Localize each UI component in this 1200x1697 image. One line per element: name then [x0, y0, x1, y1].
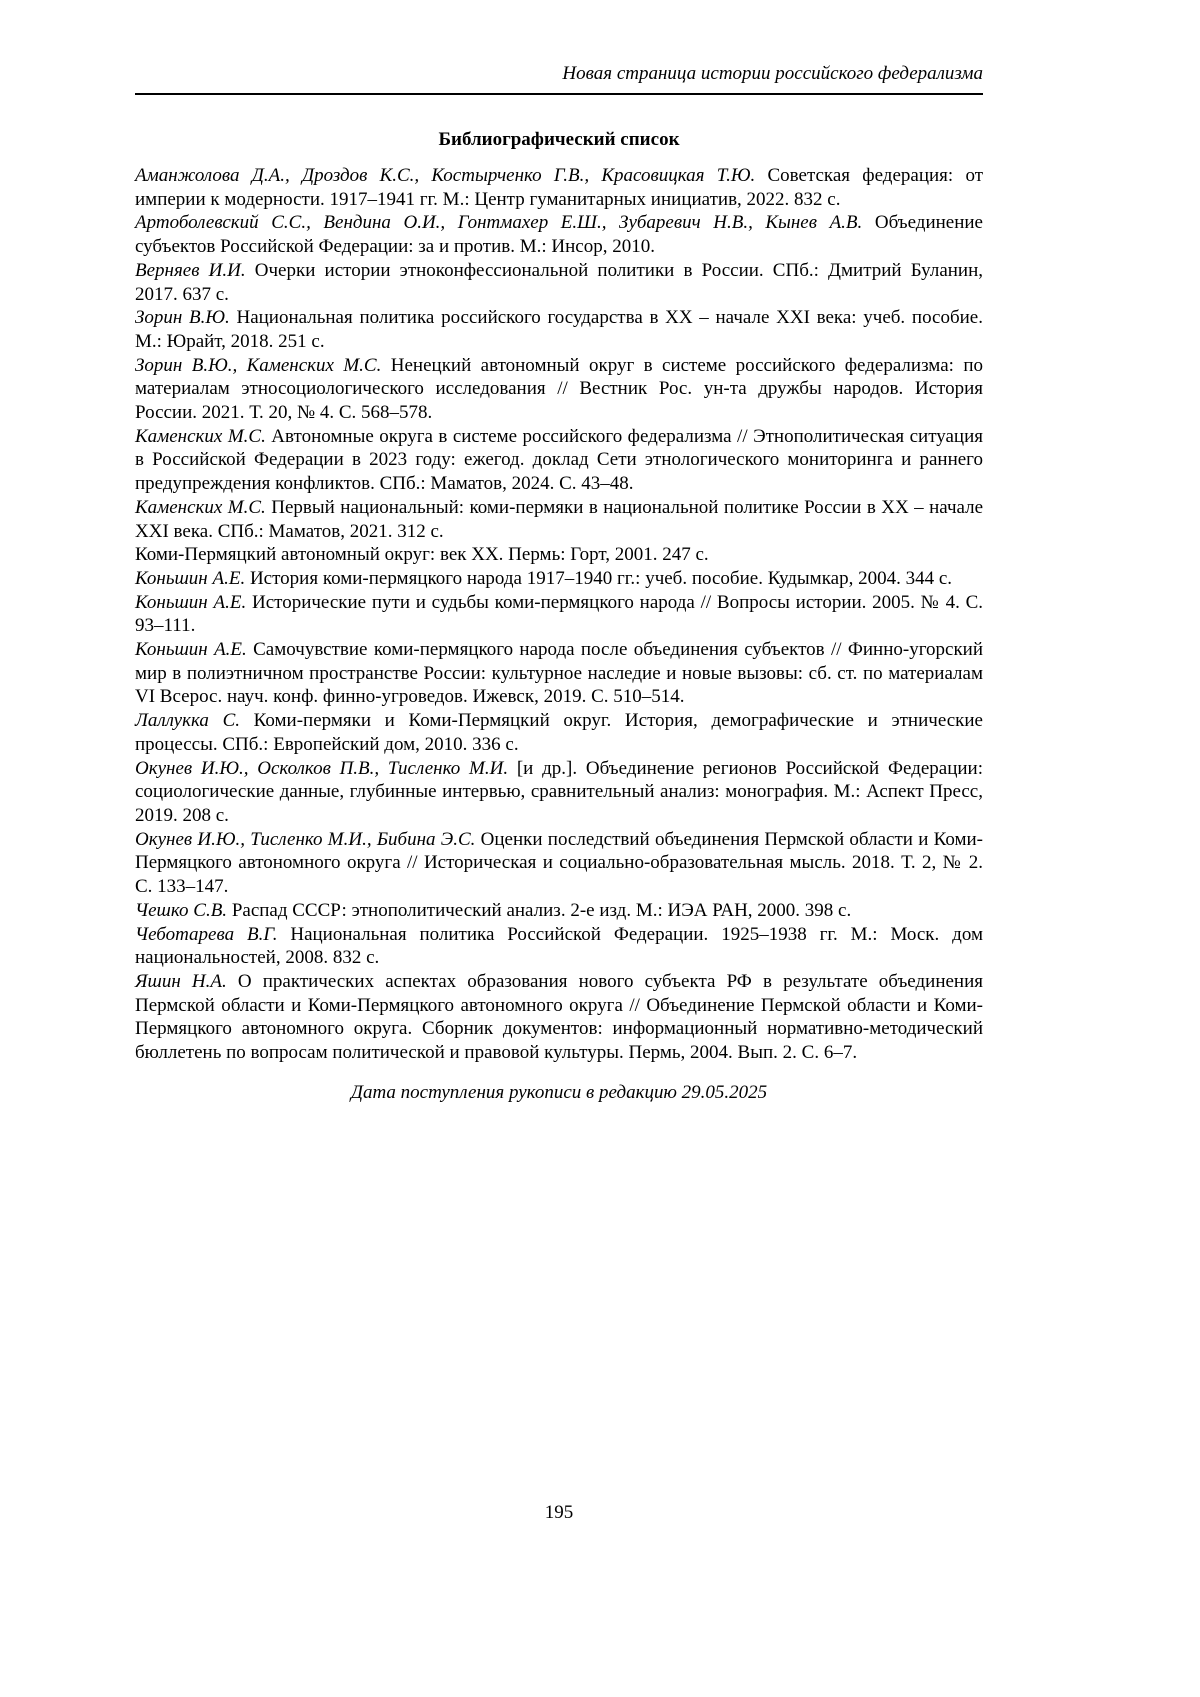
bibliography-entry: [135, 425, 983, 496]
bibliography-entry: [135, 828, 983, 899]
entry-text: Ненецкий автономный округ в системе российского федерализма: по материалам этносоциологического исследования // Вестник Рос. ун-та дружбы народов. История России. 2021. Т. 20, № 4. С. 568–578.: [135, 354, 983, 424]
entry-authors: Каменских М.С.: [135, 425, 266, 447]
entry-text: Самочувствие коми-пермяцкого народа после объединения субъектов // Финно-угорский мир в полиэтничном пространстве России: культурное наследие и новые вызовы: сб. ст. по материалам VI Всерос. науч. конф. финно-угроведов. Ижевск, 2019. С. 510–514.: [135, 639, 984, 708]
entry-text: Советская федерация: от империи к модерности. 1917–1941 гг. М.: Центр гуманитарных инициатив, 2022. 832 с.: [135, 165, 984, 210]
entry-text: Первый национальный: коми-пермяки в национальной политике России в XX – начале XXI века. СПб.: Маматов, 2021. 312 с.: [135, 496, 984, 542]
section-title: Библиографический список: [438, 129, 680, 150]
entry-authors: Чеботарева В.Г.: [135, 923, 278, 945]
bibliography-entry: [135, 970, 983, 1065]
entry-text: Исторические пути и судьбы коми-пермяцкого народа // Вопросы истории. 2005. № 4. С. 93–111.: [135, 591, 984, 637]
entry-text: Национальная политика Российской Федерации. 1925–1938 гг. М.: Моск. дом национальностей, 2008. 832 с.: [135, 923, 984, 969]
entry-authors: Окунев И.Ю., Тисленко М.И., Бибина Э.С.: [135, 828, 476, 850]
entry-authors: Лаллукка С.: [135, 710, 240, 732]
bibliography-entry: [135, 923, 983, 970]
entry-text: Автономные округа в системе российского федерализма // Этнополитическая ситуация в Российской Федерации в 2023 году: ежегод. доклад Сети этнологического мониторинга и раннего предупреждения конфликтов. СПб.: Маматов, 2024. С. 43–48.: [135, 425, 984, 495]
bibliography-entry: [135, 757, 983, 828]
entry-text: Коми-Пермяцкий автономный округ: век XX. Пермь: Горт, 2001. 247 с.: [135, 544, 709, 566]
bibliography-entry: [135, 496, 983, 543]
running-head: Новая страница истории российского федерализма: [135, 62, 983, 95]
entry-authors: Зорин В.Ю.: [135, 307, 230, 329]
date-note: Дата поступления рукописи в редакцию 29.05.2025: [350, 1081, 768, 1103]
bibliography-entry: [135, 638, 983, 709]
entry-authors: Зорин В.Ю., Каменских М.С.: [135, 354, 382, 376]
entry-text: О практических аспектах образования нового субъекта РФ в результате объединения Пермской области и Коми-Пермяцкого автономного округа // Объединение Пермской области и Коми-Пермяцкого автономного округа. Сборник документов: информационный нормативно-методический бюллетень по вопросам политической и правовой культуры. Пермь, 2004. Вып. 2. С. 6–7.: [135, 970, 983, 1064]
entry-authors: Каменских М.С.: [135, 496, 266, 518]
bibliography-entry: [135, 164, 983, 211]
entry-authors: Артоболевский С.С., Вендина О.И., Гонтмахер Е.Ш., Зубаревич Н.В., Кынев А.В.: [135, 212, 863, 234]
entry-text: Распад СССР: этнополитический анализ. 2-е изд. М.: ИЭА РАН, 2000. 398 с.: [231, 899, 852, 921]
bibliography-entry: [135, 259, 983, 306]
entry-authors: Аманжолова Д.А., Дроздов К.С., Костырченко Г.В., Красовицкая Т.Ю.: [135, 165, 756, 186]
entry-text: Оценки последствий объединения Пермской области и Коми-Пермяцкого автономного округа // Историческая и социально-образовательная мысль. 2018. Т. 2, № 2. С. 133–147.: [135, 828, 983, 898]
bibliography-entry: [135, 567, 983, 591]
entry-text: Коми-пермяки и Коми-Пермяцкий округ. История, демографические и этнические процессы. СПб.: Европейский дом, 2010. 336 с.: [135, 710, 983, 755]
bibliography-entry: [135, 354, 983, 425]
bibliography-entry: [135, 543, 983, 567]
entry-authors: Верняев И.И.: [135, 259, 246, 281]
entry-authors: Коньшин А.Е.: [135, 639, 247, 661]
entry-authors: Коньшин А.Е.: [135, 567, 246, 589]
bibliography-entry: [135, 899, 983, 923]
entry-authors: Коньшин А.Е.: [135, 591, 247, 613]
entry-authors: Окунев И.Ю., Осколков П.В., Тисленко М.И.: [135, 757, 509, 779]
entry-authors: Чешко С.В.: [135, 899, 228, 921]
page-content: [135, 62, 983, 1105]
bibliography-entry: [135, 709, 983, 756]
bibliography-list: [135, 164, 983, 1065]
entry-authors: Яшин Н.А.: [135, 970, 227, 992]
entry-text: Национальная политика российского государства в XX – начале XXI века: учеб. пособие. М.: Юрайт, 2018. 251 с.: [135, 307, 983, 352]
entry-text: История коми-пермяцкого народа 1917–1940 гг.: учеб. пособие. Кудымкар, 2004. 344 с.: [249, 567, 953, 589]
page-number: 195: [544, 1502, 574, 1523]
bibliography-entry: [135, 306, 983, 353]
entry-text: [и др.]. Объединение регионов Российской Федерации: социологические данные, глубинные интервью, сравнительный анализ: монография. М.: Аспект Пресс, 2019. 208 с.: [135, 757, 984, 826]
bibliography-entry: [135, 211, 983, 258]
entry-text: Объединение субъектов Российской Федерации: за и против. М.: Инсор, 2010.: [135, 212, 983, 258]
bibliography-entry: [135, 591, 983, 638]
entry-text: Очерки истории этноконфессиональной политики в России. СПб.: Дмитрий Буланин, 2017. 637 с.: [135, 259, 984, 305]
